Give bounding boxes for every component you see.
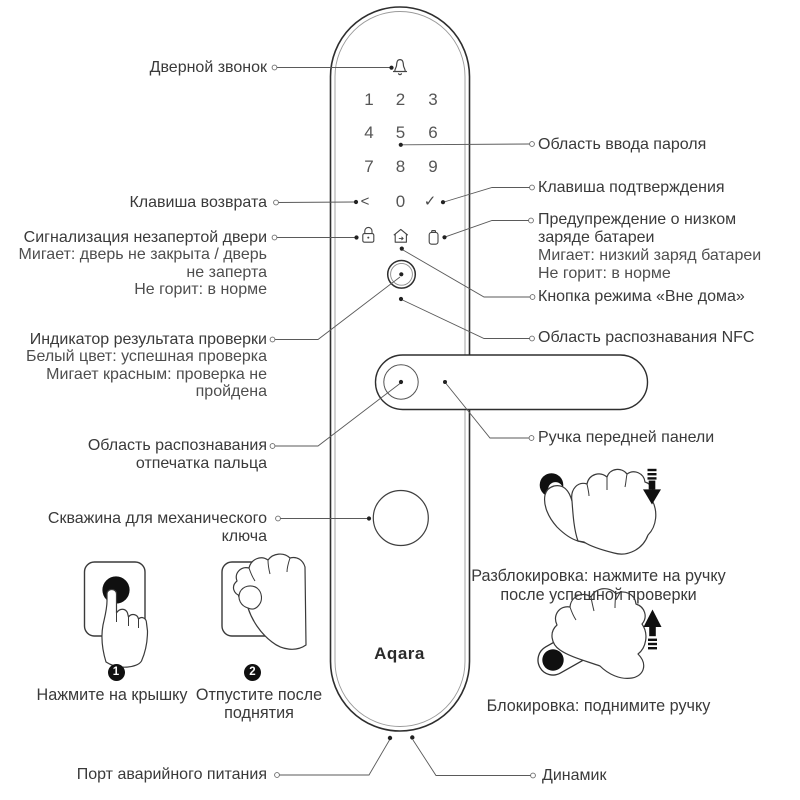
key-5: 5 xyxy=(395,123,406,142)
step2-caption-line-2: поднятия xyxy=(224,703,294,722)
key-2: 2 xyxy=(395,90,406,109)
step1-caption: Нажмите на крышку xyxy=(36,685,188,704)
speaker-label: Динамик xyxy=(542,766,607,784)
power-port-label: Порт аварийного питания xyxy=(76,766,267,783)
unlock-instruction xyxy=(448,567,749,606)
confirm-key-label: Клавиша подтверждения xyxy=(538,178,725,196)
key-1: 1 xyxy=(364,90,374,109)
away-mode-label: Кнопка режима «Вне дома» xyxy=(538,287,745,305)
step2-badge: 2 xyxy=(244,664,261,681)
brand-logo: Aqara xyxy=(374,644,425,663)
step2-caption-line-1: Отпустите после xyxy=(195,685,323,704)
battery-desc-1: Мигает: низкий заряд батареи xyxy=(538,247,762,264)
step2-illustration xyxy=(222,554,306,649)
fingerprint-line-2: отпечатка пальца xyxy=(135,454,267,472)
unlock-line-1: Разблокировка: нажмите на ручку xyxy=(471,566,726,585)
doorbell-label: Дверной звонок xyxy=(149,58,267,76)
battery-desc-2: Не горит: в норме xyxy=(538,265,671,282)
handle-label: Ручка передней панели xyxy=(538,428,715,446)
confirm-key-icon: ✓ xyxy=(423,193,437,210)
battery-title-1: Предупреждение о низком xyxy=(538,211,737,228)
arrow-up-icon xyxy=(644,610,662,650)
battery-title-2: заряде батареи xyxy=(538,229,655,246)
key-8: 8 xyxy=(395,156,406,176)
keyhole-line-2: ключа xyxy=(221,527,267,545)
key-3: 3 xyxy=(428,90,438,109)
return-key: < xyxy=(360,193,370,210)
indicator-label xyxy=(26,331,267,401)
unlocked-alarm-label xyxy=(19,229,267,299)
return-key-label: Клавиша возврата xyxy=(129,194,267,211)
alarm-desc-1: Мигает: дверь не закрыта / дверь xyxy=(18,246,267,263)
key-0: 0 xyxy=(395,192,406,211)
step2-caption xyxy=(189,686,329,722)
low-battery-label xyxy=(538,211,761,283)
password-area-label: Область ввода пароля xyxy=(538,135,707,153)
indicator-desc-3: пройдена xyxy=(195,383,267,400)
indicator-desc-2: Мигает красным: проверка не xyxy=(46,365,267,383)
keyhole-label xyxy=(48,510,267,545)
unlock-illustration xyxy=(540,469,661,554)
nfc-area-label: Область распознавания NFC xyxy=(538,329,755,346)
alarm-desc-3: Не горит: в норме xyxy=(134,281,267,298)
lock-instruction: Блокировка: поднимите ручку xyxy=(486,696,711,715)
front-handle xyxy=(376,355,648,410)
fingerprint-line-1: Область распознавания xyxy=(87,437,267,454)
keyhole-line-1: Скважина для механического xyxy=(47,510,267,527)
unlock-line-2: после успешной проверки xyxy=(500,586,697,604)
indicator-title: Индикатор результата проверки xyxy=(29,330,267,348)
alarm-desc-2: не заперта xyxy=(186,263,267,281)
step1-badge: 1 xyxy=(108,664,125,681)
alarm-title: Сигнализация незапертой двери xyxy=(23,228,267,246)
step1-illustration xyxy=(85,562,148,667)
key-6: 6 xyxy=(428,123,438,142)
key-9: 9 xyxy=(428,156,438,176)
fingerprint-label xyxy=(88,437,267,472)
indicator-desc-1: Белый цвет: успешная проверка xyxy=(25,348,267,365)
key-7: 7 xyxy=(364,156,374,176)
key-4: 4 xyxy=(364,123,374,142)
keyhole xyxy=(373,491,428,546)
